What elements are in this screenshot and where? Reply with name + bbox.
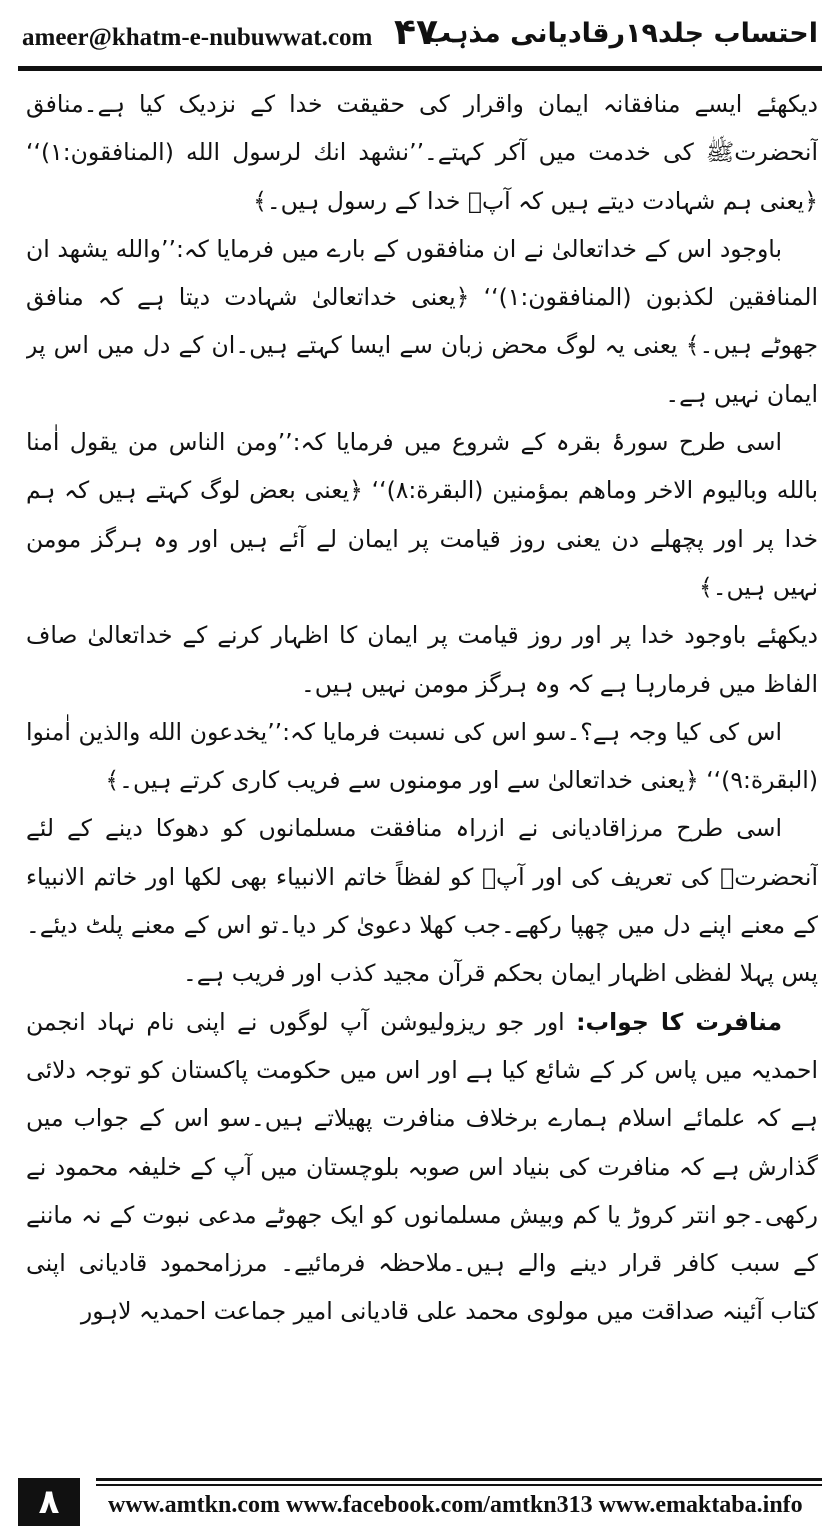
paragraph: دیکھئے باوجود خدا پر اور روز قیامت پر ایمان کا اظہار کرنے کے خداتعالیٰ صاف الفاظ میں فرمارہا ہے کہ وہ ہرگز مومن نہیں ہیں۔ [26,621,818,698]
section-label: منافرت کا جواب: [576,1007,782,1036]
paragraph: اسی طرح سورۂ بقرہ کے شروع میں فرمایا کہ:’’ومن الناس من يقول اٰمنا بالله وباليوم الاخر وماهم بمؤمنين (البقرة:۸)‘‘ ﴿یعنی بعض لوگ کہتے ہیں کہ ہم خدا پر اور پچھلے دن یعنی روز قیامت پر ایمان لے آئے ہیں اور وہ ہرگز مومن نہیں ہیں۔﴾ [26,428,818,601]
volume-page-number: ۸ [18,1478,80,1526]
page-footer [18,1478,822,1526]
footer-rule [96,1478,822,1481]
header-email: ameer@khatm-e-nubuwwat.com [22,24,373,51]
footer-websites: www.amtkn.com www.facebook.com/amtkn313 www.emaktaba.info [108,1492,803,1518]
paragraph-text: اور جو ریزولیوشن آپ لوگوں نے اپنی نام نہاد انجمن احمدیہ میں پاس کر کے شائع کیا ہے اور اس میں حکومت پاکستان کو توجہ دلائی ہے کہ علمائے اسلام ہمارے برخلاف منافرت پھیلاتے ہیں۔سو اس کے جواب میں گذارش ہے کہ منافرت کی بنیاد اس صوبہ بلوچستان میں آپ کے خلیفہ محمود نے رکھی۔جو انتر کروڑ یا کم وبیش مسلمانوں کو ایک جھوٹے مدعی نبوت کے نہ ماننے کے سبب کافر قرار دینے والے ہیں۔ملاحظہ فرمائیے۔ مرزامحمود قادیانی اپنی کتاب آئینہ صداقت میں مولوی محمد علی قادیانی امیر جماعت احمدیہ لاہور [26,1007,818,1326]
paragraph: اس کی کیا وجہ ہے؟۔سو اس کی نسبت فرمایا کہ:’’يخدعون الله والذين اٰمنوا (البقرة:۹)‘‘ ﴿یعنی خداتعالیٰ سے اور مومنوں سے فریب کاری کرتے ہیں۔﴾ [26,717,818,795]
book-title: احتساب جلد۱۹رقادیانی مذہب [423,18,818,49]
header-rule [18,66,822,71]
page-number: ۴۷ [394,12,438,53]
footer-rule-thin [96,1484,822,1486]
page-header [18,8,822,66]
paragraph [26,998,818,1336]
paragraph: دیکھئے ایسے منافقانہ ایمان واقرار کی حقیقت خدا کے نزدیک کیا ہے۔منافق آنحضرتﷺ کی خدمت میں آکر کہتے۔’’نشهد انك لرسول الله (المنافقون:۱)‘‘ ﴿یعنی ہم شہادت دیتے ہیں کہ آپؐ خدا کے رسول ہیں۔﴾ [26,90,818,215]
body-text [26,80,818,1445]
paragraph: اسی طرح مرزاقادیانی نے ازراہ منافقت مسلمانوں کو دھوکا دینے کے لئے آنحضرتﷺ کی تعریف کی اور آپؐ کو لفظاً خاتم الانبیاء بھی لکھا اور خاتم الانبیاء کے معنے اپنے دل میں چھپا رکھے۔جب کھلا دعویٰ کر دیا۔تو اس کے معنے پلٹ دیئے۔پس پہلا لفظی اظہار ایمان بحکم قرآن مجید کذب اور فریب ہے۔ [26,814,818,988]
paragraph: باوجود اس کے خداتعالیٰ نے ان منافقوں کے بارے میں فرمایا کہ:’’والله يشهد ان المنافقين لكذبون (المنافقون:۱)‘‘ ﴿یعنی خداتعالیٰ شہادت دیتا ہے کہ منافق جھوٹے ہیں۔﴾ یعنی یہ لوگ محض زبان سے ایسا کہتے ہیں۔ان کے دل میں اس پر ایمان نہیں ہے۔ [26,234,818,408]
